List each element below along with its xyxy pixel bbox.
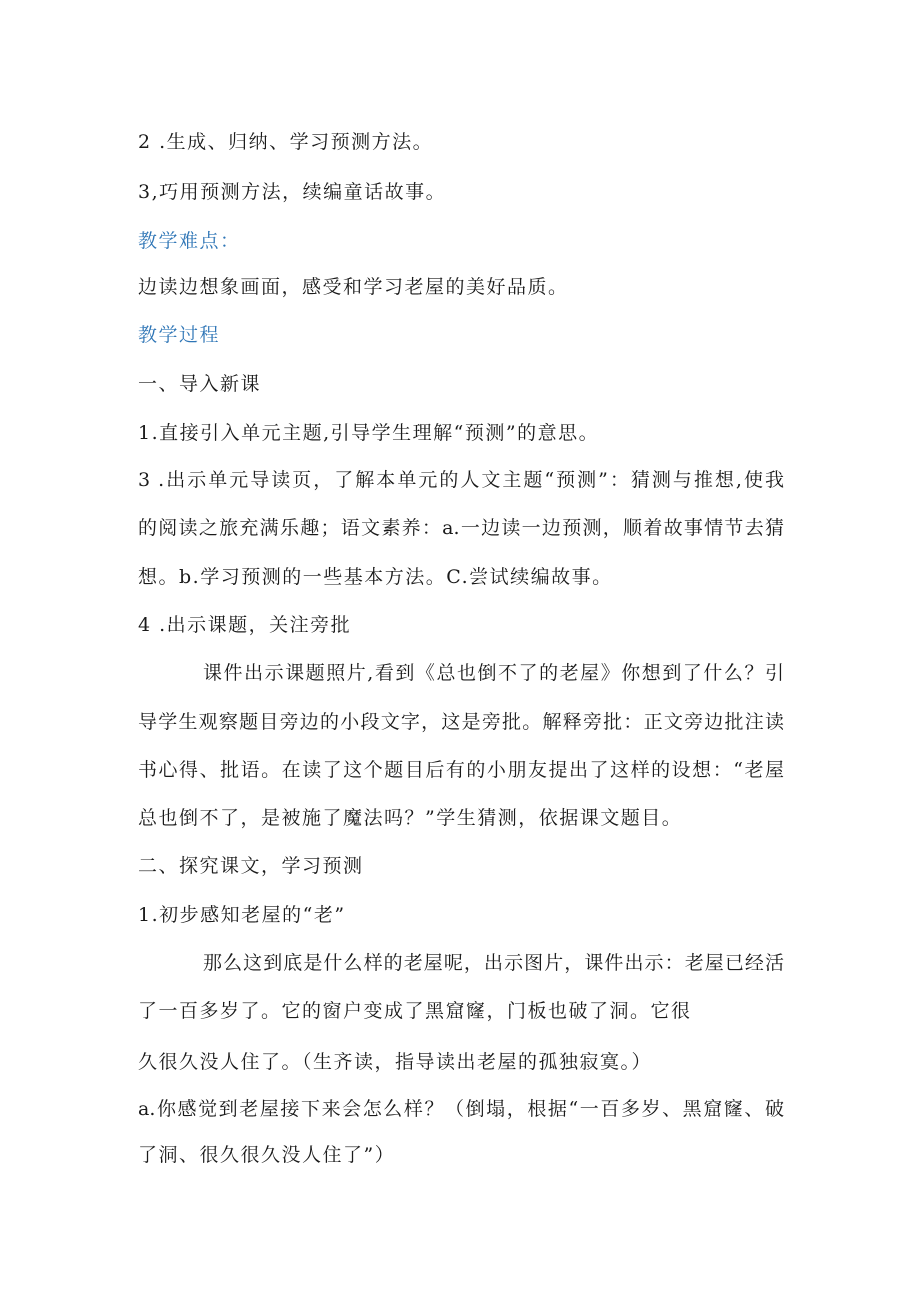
section-1-title: 一、导入新课 — [138, 373, 262, 395]
step-2-1: 1.初步感知老屋的“老” — [138, 904, 346, 926]
step-1-3-line1: 3 .出示单元导读页，了解本单元的人文主题“预测”：猜测与推想,使我 — [138, 469, 784, 491]
teaching-difficulty-text: 边读边想象画面，感受和学习老屋的美好品质。 — [138, 276, 569, 298]
step-1-4: 4 .出示课题，关注旁批 — [138, 614, 352, 636]
paragraph-1-line1: 课件出示课题照片,看到《总也倒不了的老屋》你想到了什么？引 — [203, 662, 784, 684]
heading-teaching-process: 教学过程 — [138, 324, 221, 346]
paragraph-1-line2: 导学生观察题目旁边的小段文字，这是旁批。解释旁批：正文旁边批注读 — [138, 711, 784, 733]
heading-teaching-difficulty: 教学难点： — [138, 230, 241, 252]
paragraph-2-line3: 久很久没人住了。（生齐读，指导读出老屋的孤独寂寞。） — [138, 1051, 653, 1073]
paragraph-2-line1: 那么这到底是什么样的老屋呢，出示图片，课件出示：老屋已经活 — [203, 952, 784, 974]
step-1-3-line3: 想。b.学习预测的一些基本方法。C.尝试续编故事。 — [138, 566, 613, 588]
paragraph-1-line4: 总也倒不了，是被施了魔法吗？”学生猜测，依据课文题目。 — [138, 807, 683, 829]
paragraph-2-line2: 了一百多岁了。它的窗户变成了黑窟窿，门板也破了洞。它很 — [138, 1000, 692, 1022]
question-a-line2: 了洞、很久很久没人住了”） — [138, 1144, 396, 1166]
question-a-line1: a.你感觉到老屋接下来会怎么样？（倒塌，根据“一百多岁、黑窟窿、破 — [138, 1098, 784, 1120]
step-1-3-line2: 的阅读之旅充满乐趣；语文素养：a.一边读一边预测，顺着故事情节去猜 — [138, 517, 784, 539]
paragraph-1-line3: 书心得、批语。在读了这个题目后有的小朋友提出了这样的设想：“老屋 — [138, 759, 784, 781]
step-1-1: 1.直接引入单元主题,引导学生理解“预测”的意思。 — [138, 422, 600, 444]
section-2-title: 二、探究课文，学习预测 — [138, 855, 364, 877]
objective-2: 2 .生成、归纳、学习预测方法。 — [138, 131, 434, 153]
objective-3: 3,巧用预测方法，续编童话故事。 — [138, 181, 447, 203]
